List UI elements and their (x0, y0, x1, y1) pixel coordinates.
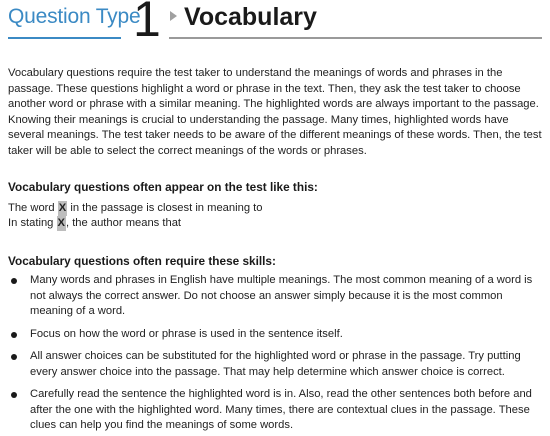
example-line: The word X in the passage is closest in meaning to (8, 202, 263, 214)
bullet-icon (11, 354, 17, 360)
example-line: In stating X, the author means that (8, 217, 182, 229)
section-label-underline (8, 37, 121, 39)
bullet-icon (11, 278, 17, 284)
title-underline (169, 37, 542, 39)
list-item: Carefully read the sentence the highlighted word is in. Also, read the other sentences both before and after the one with the highlighted word. Many times, there are contextual clues in the passage. These clues can help you find the meanings of some words. (8, 387, 542, 434)
highlighted-word-marker: X (57, 217, 65, 229)
skills-list (8, 273, 542, 436)
bullet-icon (11, 332, 17, 338)
triangle-arrow-icon (170, 11, 177, 21)
page-header (8, 0, 542, 46)
page-title: Vocabulary (184, 3, 317, 31)
list-item: Focus on how the word or phrase is used in the sentence itself. (8, 327, 542, 343)
list-item: All answer choices can be substituted for the highlighted word or phrase in the passage. Try putting every answer choice into the passage. That may help determine which answer choice is correct. (8, 349, 542, 380)
list-item: Many words and phrases in English have multiple meanings. The most common meaning of a word is not always the correct answer. Do not choose an answer simply because it is the most common meaning of a word. (8, 273, 542, 320)
section-label: Question Type (8, 5, 141, 28)
skills-heading: Vocabulary questions often require these skills: (8, 254, 276, 268)
highlighted-word-marker: X (58, 202, 67, 214)
question-type-number: 1 (133, 0, 161, 47)
intro-paragraph: Vocabulary questions require the test taker to understand the meanings of words and phrases in the passage. These questions highlight a word or phrase in the text. Then, they ask the test taker to choose another word or phrase with a similar meaning. The highlighted words are always important to the passage. Knowing their meanings is crucial to understanding the passage. Many times, highlighted words have several meanings. The test taker needs to be aware of the different meanings of these words. Then, the test taker will be able to select the correct meanings of the words or phrases. (8, 67, 542, 157)
bullet-icon (11, 392, 17, 398)
examples-heading: Vocabulary questions often appear on the test like this: (8, 180, 318, 194)
